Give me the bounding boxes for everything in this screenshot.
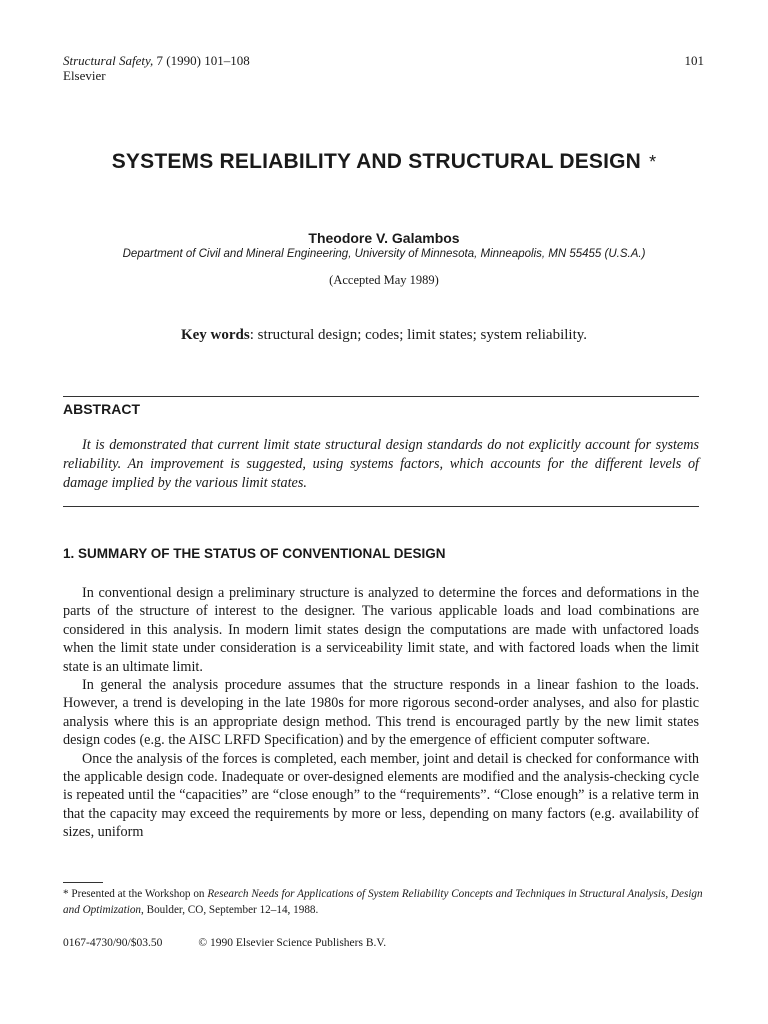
copyright-line [63,937,386,949]
footnote [63,886,703,918]
article-title [0,150,768,174]
section-heading: 1. SUMMARY OF THE STATUS OF CONVENTIONAL DESIGN [63,546,446,561]
journal-name: Structural Safety, [63,53,154,68]
author-affiliation: Department of Civil and Mineral Engineering, University of Minnesota, Minneapolis, MN 55455 (U.S.A.) [122,248,646,260]
body-paragraph: Once the analysis of the forces is completed, each member, joint and detail is checked for conformance with the applicable design code. Inadequate or over-designed elements are modified and the analysis-checking cycle is repeated until the “capacities” are “close enough” to the “requirements”. “Close enough” is a relative term in that the capacity may exceed the requirements by more or less, depending on many factors (e.g. availability of sizes, uniform [63,750,699,841]
keywords-text: : structural design; codes; limit states; system reliability. [249,327,588,343]
abstract-text: It is demonstrated that current limit state structural design standards do not explicitly account for systems reliability. An improvement is suggested, using systems factors, which accounts for the different levels of damage implied by the various limit states. [63,437,699,491]
abstract-top-rule [63,396,699,397]
issn-price: 0167-4730/90/$03.50 [63,937,163,949]
accepted-date: (Accepted May 1989) [329,273,439,287]
page-number: 101 [684,53,704,68]
keywords [0,327,768,344]
author-name: Theodore V. Galambos [308,230,460,246]
journal-details: 7 (1990) 101–108 [153,53,250,68]
abstract-heading: ABSTRACT [63,401,140,417]
footnote-workshop-title: Research Needs for Applications of System Reliability Concepts and Techniques in Structural Analysis, Design and Optimization [63,888,703,916]
article-title-text: SYSTEMS RELIABILITY AND STRUCTURAL DESIGN [111,150,642,173]
footnote-suffix: , Boulder, CO, September 12–14, 1988. [141,904,319,916]
copyright-notice: © 1990 Elsevier Science Publishers B.V. [198,937,387,949]
section-body [63,584,699,842]
journal-citation [63,53,250,83]
body-paragraph: In conventional design a preliminary structure is analyzed to determine the forces and deformations in the parts of the structure of interest to the designer. The various applicable loads and load combinations are considered in this analysis. In modern limit states design the computations are made with unfactored loads when the limit state under consideration is a serviceability limit state, and with factored loads when the limit state is an ultimate limit. [63,585,699,675]
abstract-bottom-rule [63,506,699,507]
body-paragraph: In general the analysis procedure assumes that the structure responds in a linear fashion to the loads. However, a trend is developing in the late 1980s for more rigorous second-order analyses, and also for plastic analysis where this is an appropriate design method. This trend is encouraged partly by the new limit states design codes (e.g. the AISC LRFD Specification) and by the emergence of efficient computer software. [63,677,699,749]
footnote-prefix: * Presented at the Workshop on [63,888,208,900]
footnote-rule [63,882,103,883]
title-footnote-marker: * [649,152,657,172]
keywords-label: Key words [180,327,250,343]
publisher: Elsevier [63,68,106,83]
